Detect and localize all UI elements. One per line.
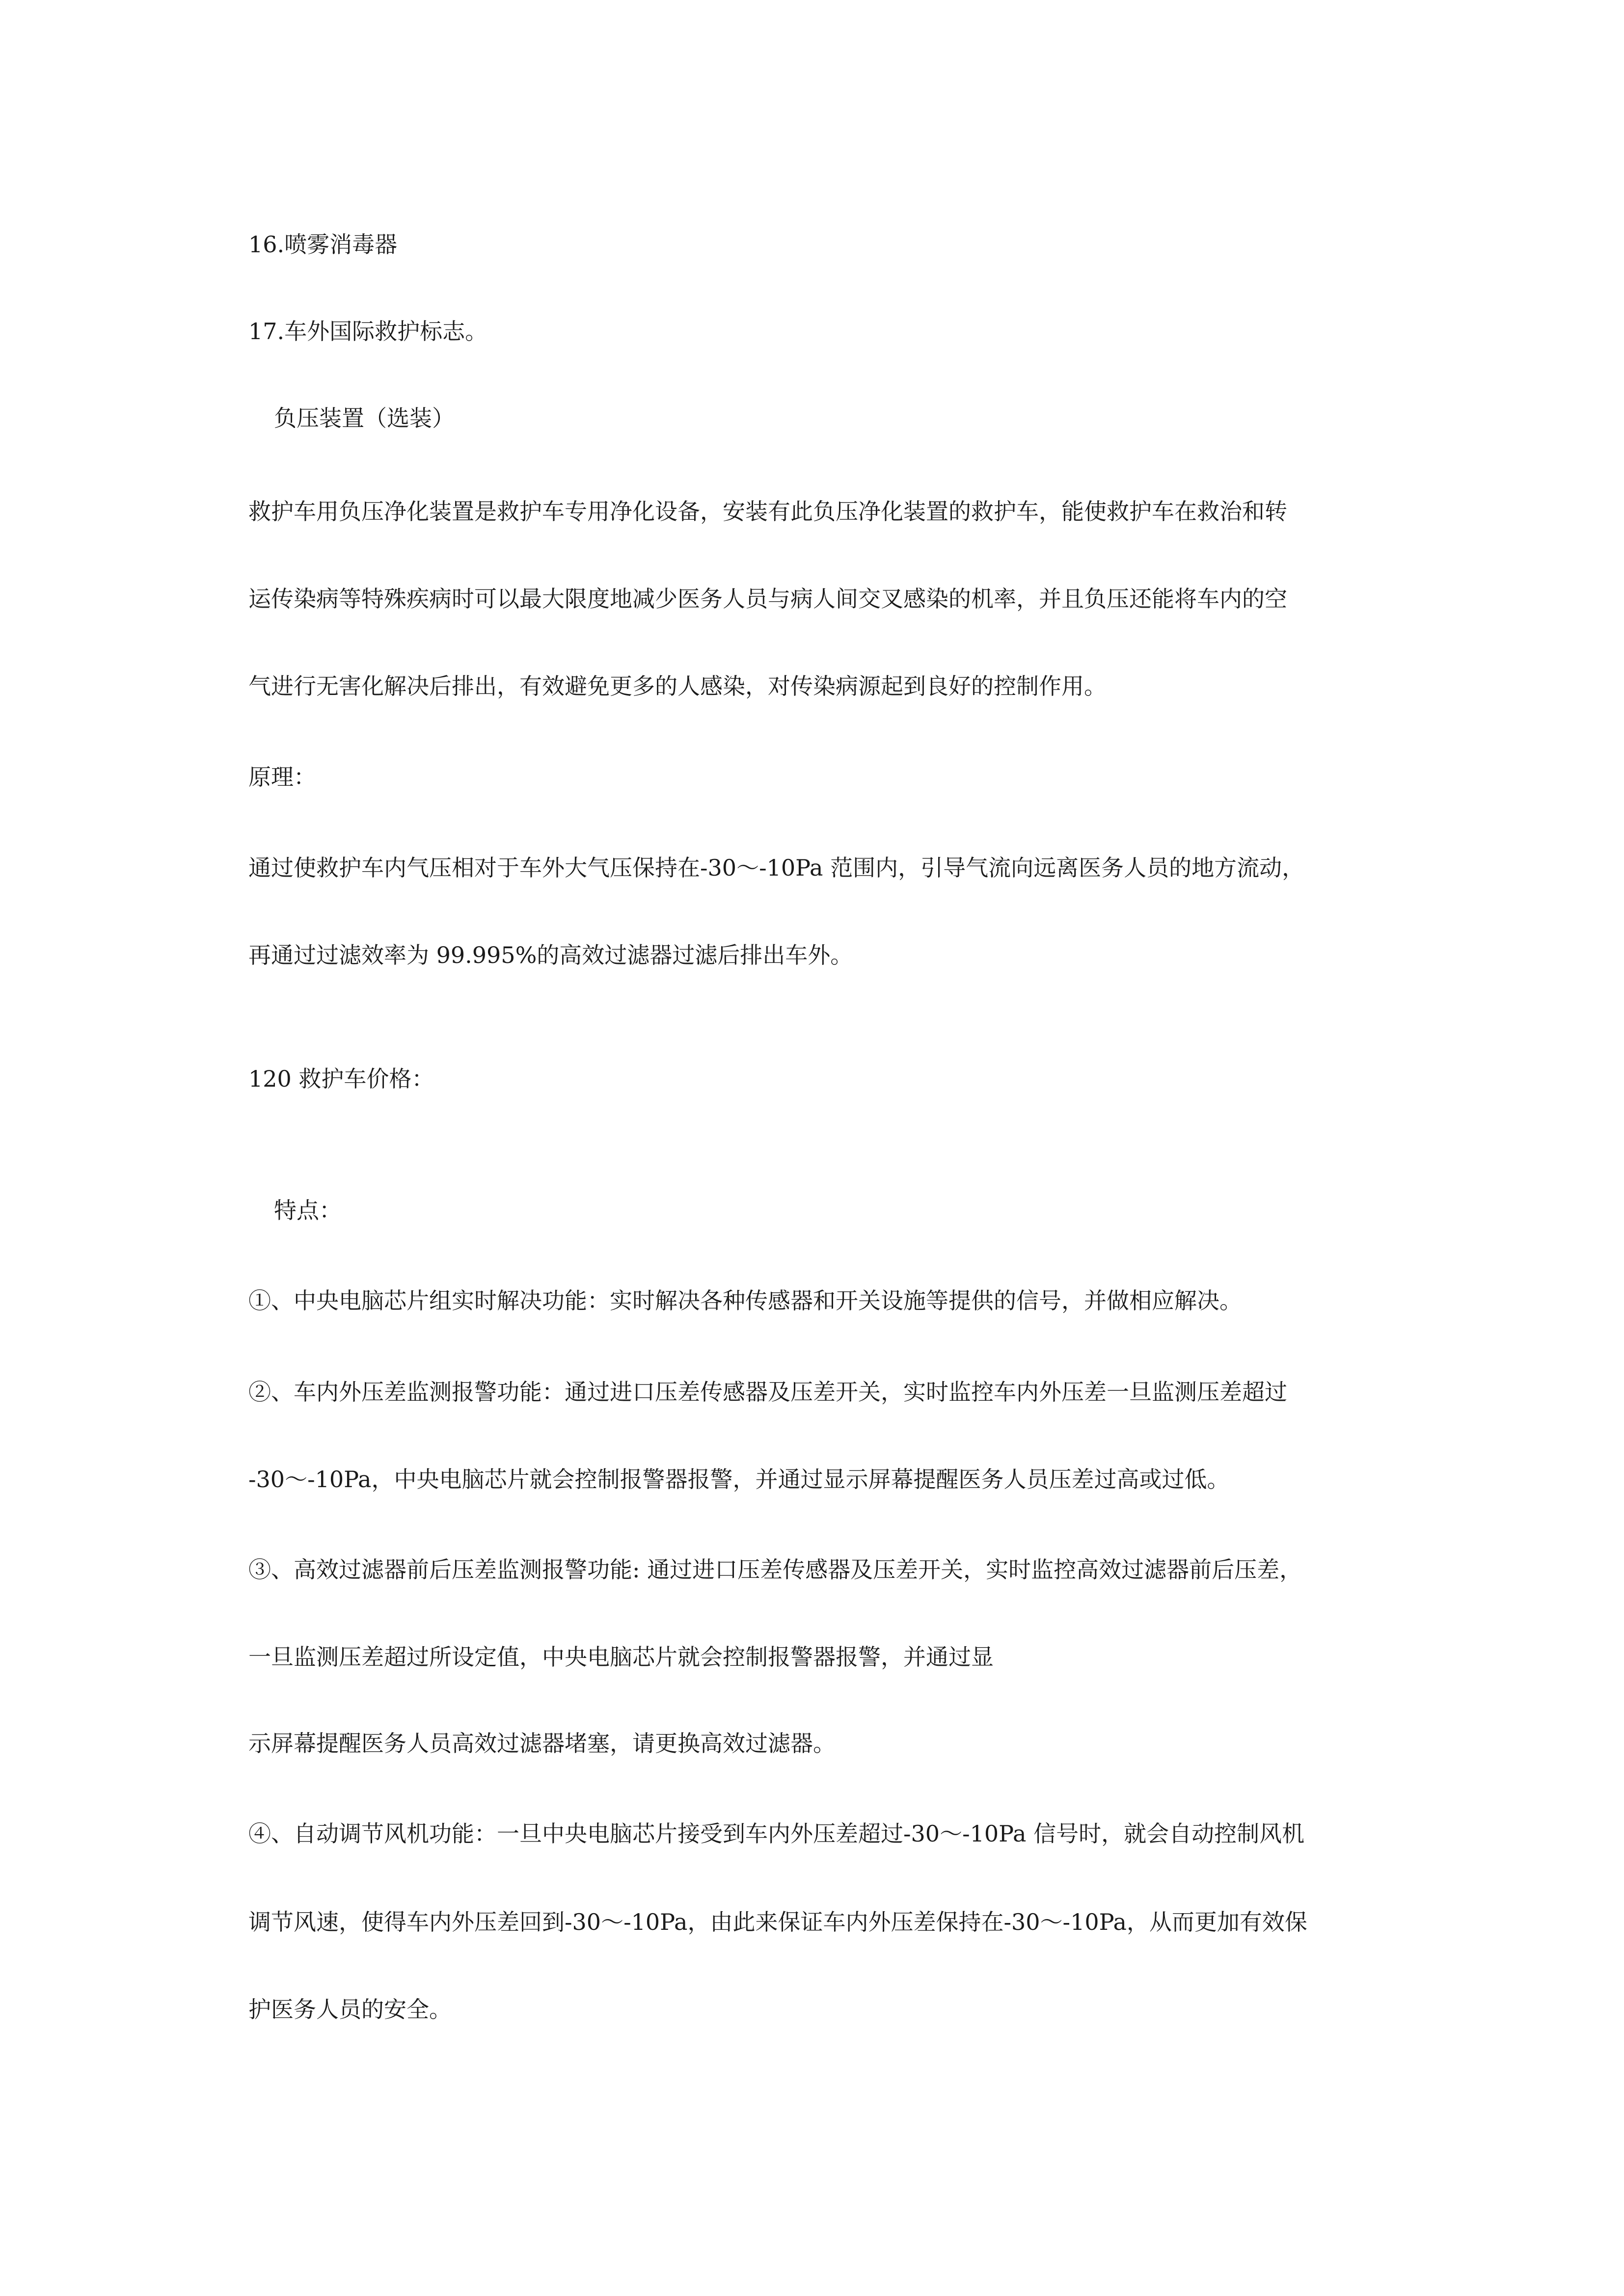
feature-line-7: ④、自动调节风机功能：一旦中央电脑芯片接受到车内外压差超过-30～-10Pa 信号时，就会自动控制风机 — [248, 1820, 1305, 1847]
feature-line-6: 示屏幕提醒医务人员高效过滤器堵塞，请更换高效过滤器。 — [248, 1730, 836, 1757]
price-label: 120 救护车价格： — [248, 1066, 434, 1092]
feature-line-9: 护医务人员的安全。 — [248, 1996, 452, 2023]
feature-line-5: 一旦监测压差超过所设定值，中央电脑芯片就会控制报警器报警，并通过显 — [248, 1644, 994, 1670]
feature-line-1: ①、中央电脑芯片组实时解决功能：实时解决各种传感器和开关设施等提供的信号，并做相应解决。 — [248, 1287, 1242, 1314]
principle-line-2: 再通过过滤效率为 99.995%的高效过滤器过滤后排出车外。 — [248, 942, 853, 968]
features-label: 特点： — [274, 1197, 342, 1224]
feature-line-2: ②、车内外压差监测报警功能：通过进口压差传感器及压差开关，实时监控车内外压差一旦监测压差超过 — [248, 1379, 1287, 1405]
feature-line-8: 调节风速，使得车内外压差回到-30～-10Pa，由此来保证车内外压差保持在-30～-10Pa，从而更加有效保 — [248, 1909, 1307, 1935]
feature-line-4: ③、高效过滤器前后压差监测报警功能: 通过进口压差传感器及压差开关，实时监控高效过滤器前后压差， — [248, 1556, 1302, 1583]
list-item-16: 16.喷雾消毒器 — [248, 231, 398, 258]
intro-line-1: 救护车用负压净化装置是救护车专用净化设备，安装有此负压净化装置的救护车，能使救护车在救治和转 — [248, 498, 1287, 525]
feature-line-3: -30～-10Pa，中央电脑芯片就会控制报警器报警，并通过显示屏幕提醒医务人员压差过高或过低。 — [248, 1466, 1230, 1493]
principle-label: 原理： — [248, 764, 316, 790]
list-item-17: 17.车外国际救护标志。 — [248, 318, 488, 345]
section-title-negative-pressure: 负压装置（选装） — [274, 405, 455, 431]
intro-line-3: 气进行无害化解决后排出，有效避免更多的人感染，对传染病源起到良好的控制作用。 — [248, 673, 1107, 699]
principle-line-1: 通过使救护车内气压相对于车外大气压保持在-30～-10Pa 范围内，引导气流向远离医务人员的地方流动， — [248, 854, 1305, 881]
intro-line-2: 运传染病等特殊疾病时可以最大限度地减少医务人员与病人间交叉感染的机率，并且负压还能将车内的空 — [248, 586, 1287, 612]
